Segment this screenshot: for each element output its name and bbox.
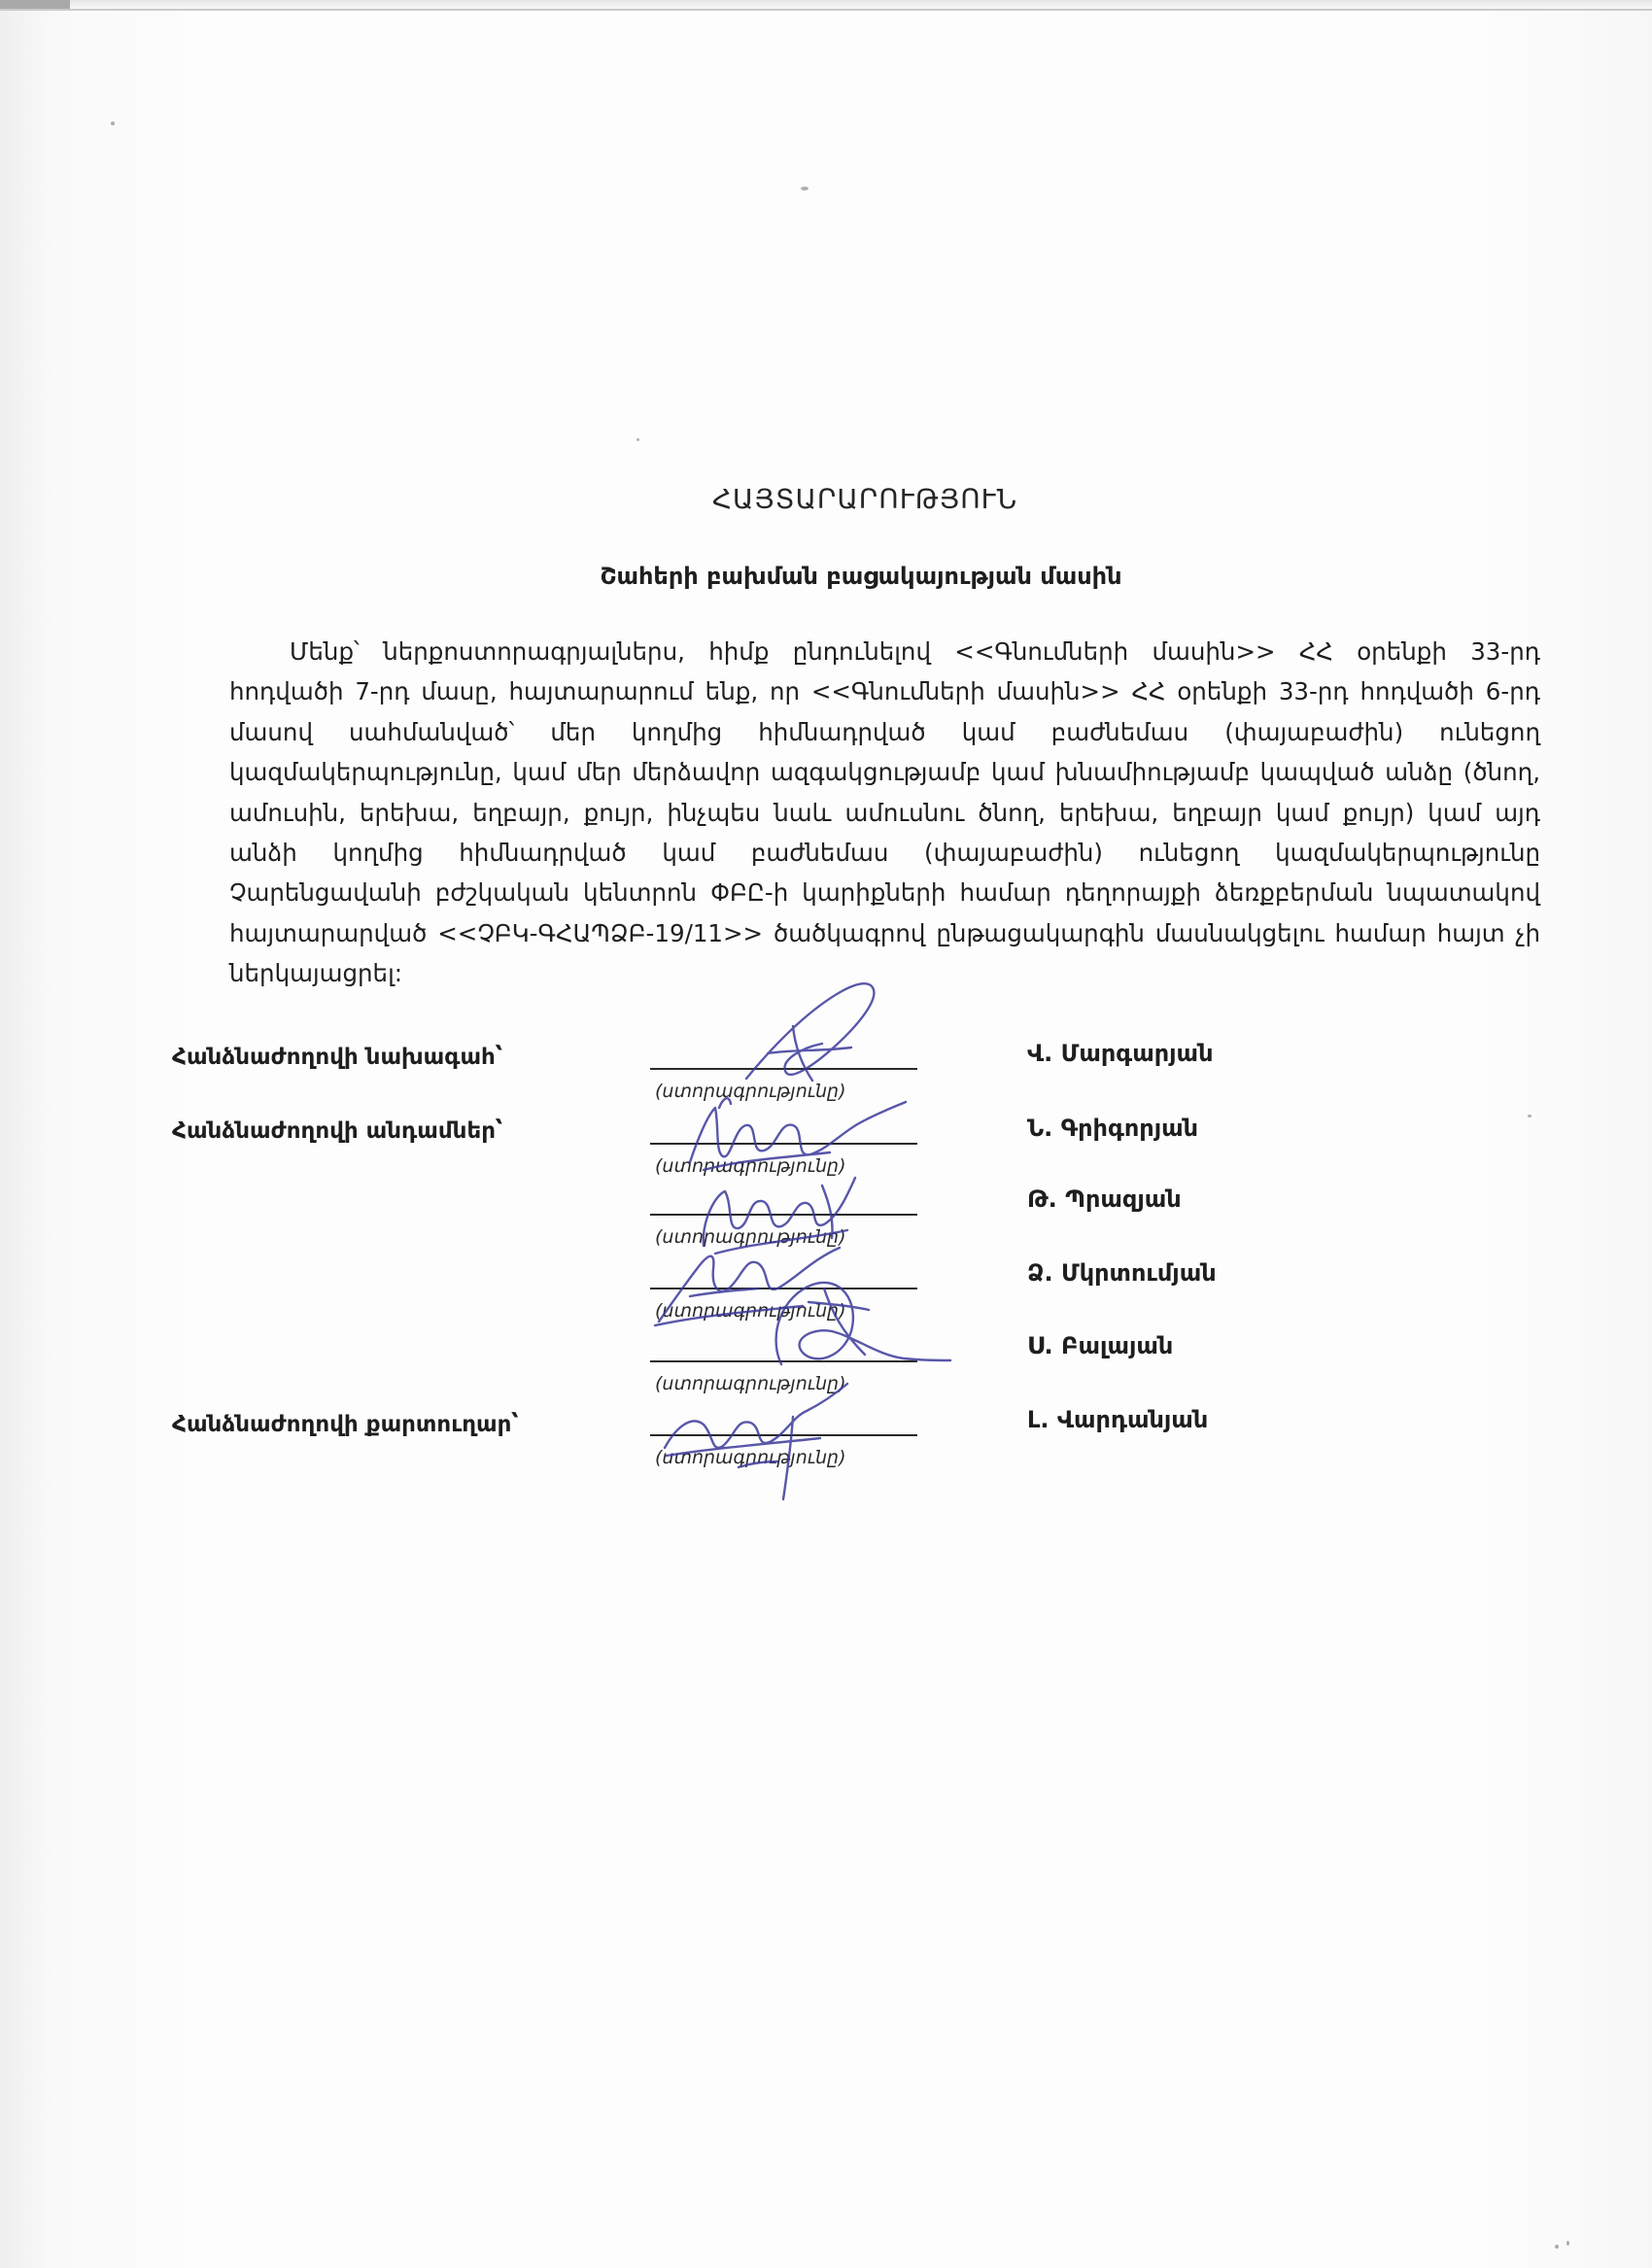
body-line: հոդվածի 7-րդ մասը, հայտարարում ենք, որ <<Գնումների մասին>> ՀՀ օրենքի 33-րդ հոդվածի 6-րդ <box>229 677 1540 706</box>
secretary-label: Հանձնաժողովի քարտուղար՝ <box>172 1412 519 1437</box>
signature-line <box>650 1288 917 1289</box>
body-line: Մենք՝ ներքոստորագրյալներս, հիմք ընդունելով <<Գնումների մասին>> ՀՀ օրենքի 33-րդ <box>290 637 1540 666</box>
signature-caption: (ստորագրությունը) <box>655 1373 846 1394</box>
members-label: Հանձնաժողովի անդամներ՝ <box>172 1118 503 1144</box>
signature-line <box>650 1214 917 1216</box>
document-title: ՀԱՅՏԱՐԱՐՈՒԹՅՈՒՆ <box>711 483 1018 515</box>
scan-speck <box>637 438 639 441</box>
scan-speck <box>111 121 115 125</box>
signature-caption: (ստորագրությունը) <box>655 1226 846 1248</box>
signature-row-chair <box>0 1039 1652 1107</box>
body-line: Չարենցավանի բժշկական կենտրոն ՓԲԸ-ի կարիքների համար դեղորայքի ձեռքբերման նպատակով <box>229 878 1540 908</box>
body-line: ներկայացրել: <box>229 959 402 988</box>
signature-line <box>650 1434 917 1436</box>
signer-name: Վ. Մարգարյան <box>1027 1040 1214 1067</box>
signer-name: Լ. Վարդանյան <box>1027 1406 1209 1433</box>
signer-name: Թ. Պրազյան <box>1027 1186 1182 1213</box>
signature-caption: (ստորագրությունը) <box>655 1447 846 1468</box>
signature-caption: (ստորագրությունը) <box>655 1155 846 1177</box>
signature-row-member <box>0 1331 1652 1399</box>
signature-row-member <box>0 1114 1652 1182</box>
body-line: կազմակերպությունը, կամ մեր մերձավոր ազգակցությամբ կամ խնամիությամբ կապված անձը (ծնող, <box>229 758 1540 787</box>
signature-row-member <box>0 1258 1652 1326</box>
signature-row-secretary <box>0 1405 1652 1473</box>
signer-name: Ն. Գրիգորյան <box>1027 1115 1199 1142</box>
signer-name: Ս. Բալայան <box>1027 1332 1174 1359</box>
chair-label: Հանձնաժողովի նախագահ՝ <box>172 1045 503 1070</box>
body-line: հայտարարված <<ՉԲԿ-ԳՀԱՊՁԲ-19/11>> ծածկագրով ընթացակարգին մասնակցելու համար հայտ չի <box>229 918 1540 947</box>
signature-caption: (ստորագրությունը) <box>655 1081 846 1102</box>
scan-speck <box>1555 2245 1559 2249</box>
scan-corner-shadow <box>0 0 70 9</box>
scan-top-edge <box>0 9 1652 11</box>
scan-speck <box>1566 2241 1569 2246</box>
signature-line <box>650 1143 917 1145</box>
signature-line <box>650 1068 917 1070</box>
scan-speck <box>801 187 809 190</box>
signature-row-member <box>0 1185 1652 1253</box>
body-line: անձի կողմից հիմնադրված կամ բաժնեմաս (փայաբաժին) ունեցող կազմակերպությունը <box>229 839 1540 868</box>
signer-name: Ձ. Մկրտումյան <box>1027 1259 1217 1287</box>
signature-caption: (ստորագրությունը) <box>655 1300 846 1322</box>
body-line: ամուսին, երեխա, եղբայր, քույր, ինչպես նաև ամուսնու ծնող, երեխա, եղբայր կամ քույր) կամ այդ <box>229 798 1540 827</box>
body-line: մասով սահմանված՝ մեր կողմից հիմնադրված կամ բաժնեմաս (փայաբաժին) ունեցող <box>229 717 1540 746</box>
declaration-body <box>229 632 1540 994</box>
document-subtitle: Շահերի բախման բացակայության մասին <box>600 563 1122 590</box>
signature-line <box>650 1360 917 1362</box>
